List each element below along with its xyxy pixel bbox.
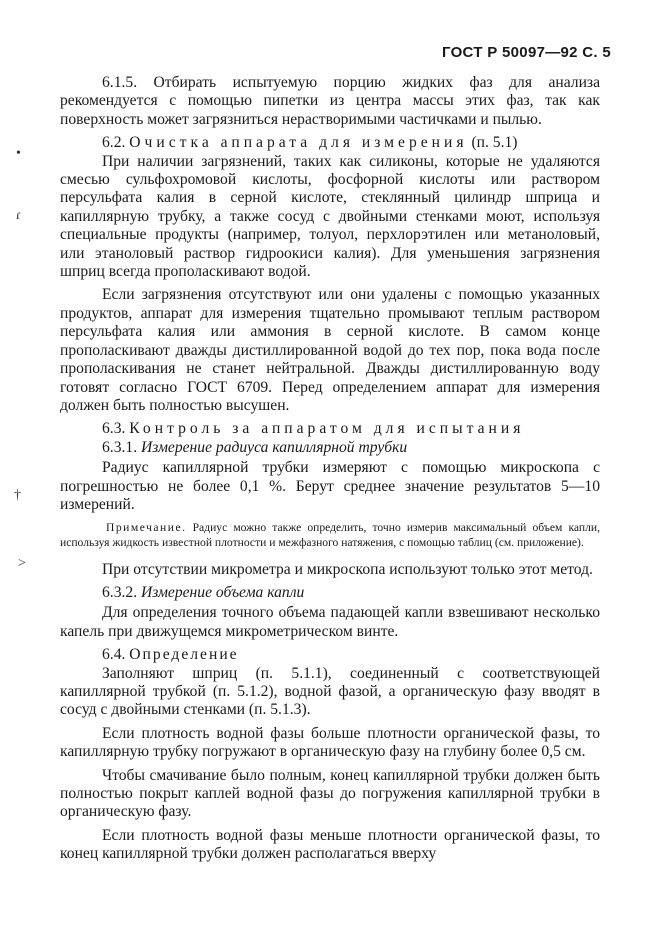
margin-mark: ˃	[18, 556, 26, 571]
note-text: Радиус можно также определить, точно измерив максимальный объем капли, используя жидкость известной плотности и межфазного натяжения, с помощью таблиц (см. приложение).	[60, 521, 600, 549]
section-number: 6.3.1.	[102, 438, 138, 456]
subsection-heading	[60, 439, 600, 457]
section-title: Очистка аппарата для измерения	[129, 134, 468, 152]
subsection-title: Измерение радиуса капиллярной трубки	[141, 438, 408, 456]
margin-mark: •	[16, 146, 21, 161]
subsection-heading	[60, 584, 600, 602]
section-number: 6.3.2.	[102, 583, 138, 601]
document-body	[60, 74, 600, 869]
paragraph: Если плотность водной фазы меньше плотности органической фазы, то конец капиллярной трубки должен располагаться вверху	[60, 826, 600, 863]
section-heading	[60, 646, 600, 664]
note	[60, 521, 600, 550]
page-header: ГОСТ Р 50097—92 С. 5	[441, 44, 611, 61]
margin-mark: ɾ	[16, 208, 21, 223]
paragraph: Радиус капиллярной трубки измеряют с помощью микроскопа с погрешностью не более 0,1 %. Берут среднее значение результатов 5—10 измерений.	[60, 459, 600, 513]
paragraph: Заполняют шприц (п. 5.1.1), соединенный с соответствующей капиллярной трубкой (п. 5.1.2), водной фазой, а органическую фазу вводят в сосуд с двойными стенками (п. 5.1.3).	[60, 664, 600, 719]
section-ref: (п. 5.1)	[471, 134, 518, 152]
section-number: 6.4.	[102, 646, 126, 664]
section-heading	[60, 420, 600, 438]
subsection-title: Измерение объема капли	[141, 583, 305, 601]
section-title: Определение	[129, 646, 239, 664]
paragraph: Если загрязнения отсутствуют или они удалены с помощью указанных продуктов, аппарат для измерения тщательно промывают теплым раствором персульфата калия или аммония в серной кислоте. В самом конце прополаскивают дважды дистиллированной водой до тех пор, пока вода после прополаскивания не станет нейтральной. Дважды дистиллированную воду готовят согласно ГОСТ 6709. Перед определением аппарат для измерения должен быть полностью высушен.	[60, 286, 600, 414]
paragraph: Чтобы смачивание было полным, конец капиллярной трубки должен быть полностью покрыт каплей водной фазы до погружения капиллярной трубки в органическую фазу.	[60, 766, 600, 821]
paragraph: 6.1.5. Отбирать испытуемую порцию жидких фаз для анализа рекомендуется с помощью пипетки из центра массы этих фаз, так как поверхность может загрязниться нерастворимыми частичками и пылью.	[60, 74, 600, 128]
paragraph: Для определения точного объема падающей капли взвешивают несколько капель при движущемся микрометрическом винте.	[60, 604, 600, 640]
section-title: Контроль за аппаратом для испытания	[129, 420, 525, 438]
note-label: Примечание.	[106, 521, 187, 535]
section-number: 6.3.	[102, 420, 126, 438]
paragraph: При отсутствии микрометра и микроскопа используют только этот метод.	[102, 560, 593, 578]
margin-mark: †	[14, 488, 21, 503]
paragraph: При наличии загрязнений, таких как силиконы, которые не удаляются смесью сульфохромовой кислоты, фосфорной кислоты или раствором персульфата калия в серной кислоте, стеклянный цилиндр шприца и капиллярную трубку, а также сосуд с двойными стенками моют, используя специальные продукты (например, толуол, перхлорэтилен или метаноловый, или этаноловый раствор гидроокиси калия). Для уменьшения загрязнения шприц всегда прополаскивают водой.	[60, 152, 600, 281]
section-number: 6.2.	[102, 134, 126, 152]
section-heading	[60, 134, 600, 152]
paragraph: Если плотность водной фазы больше плотности органической фазы, то капиллярную трубку погружают в органическую фазу на глубину более 0,5 см.	[60, 724, 600, 761]
